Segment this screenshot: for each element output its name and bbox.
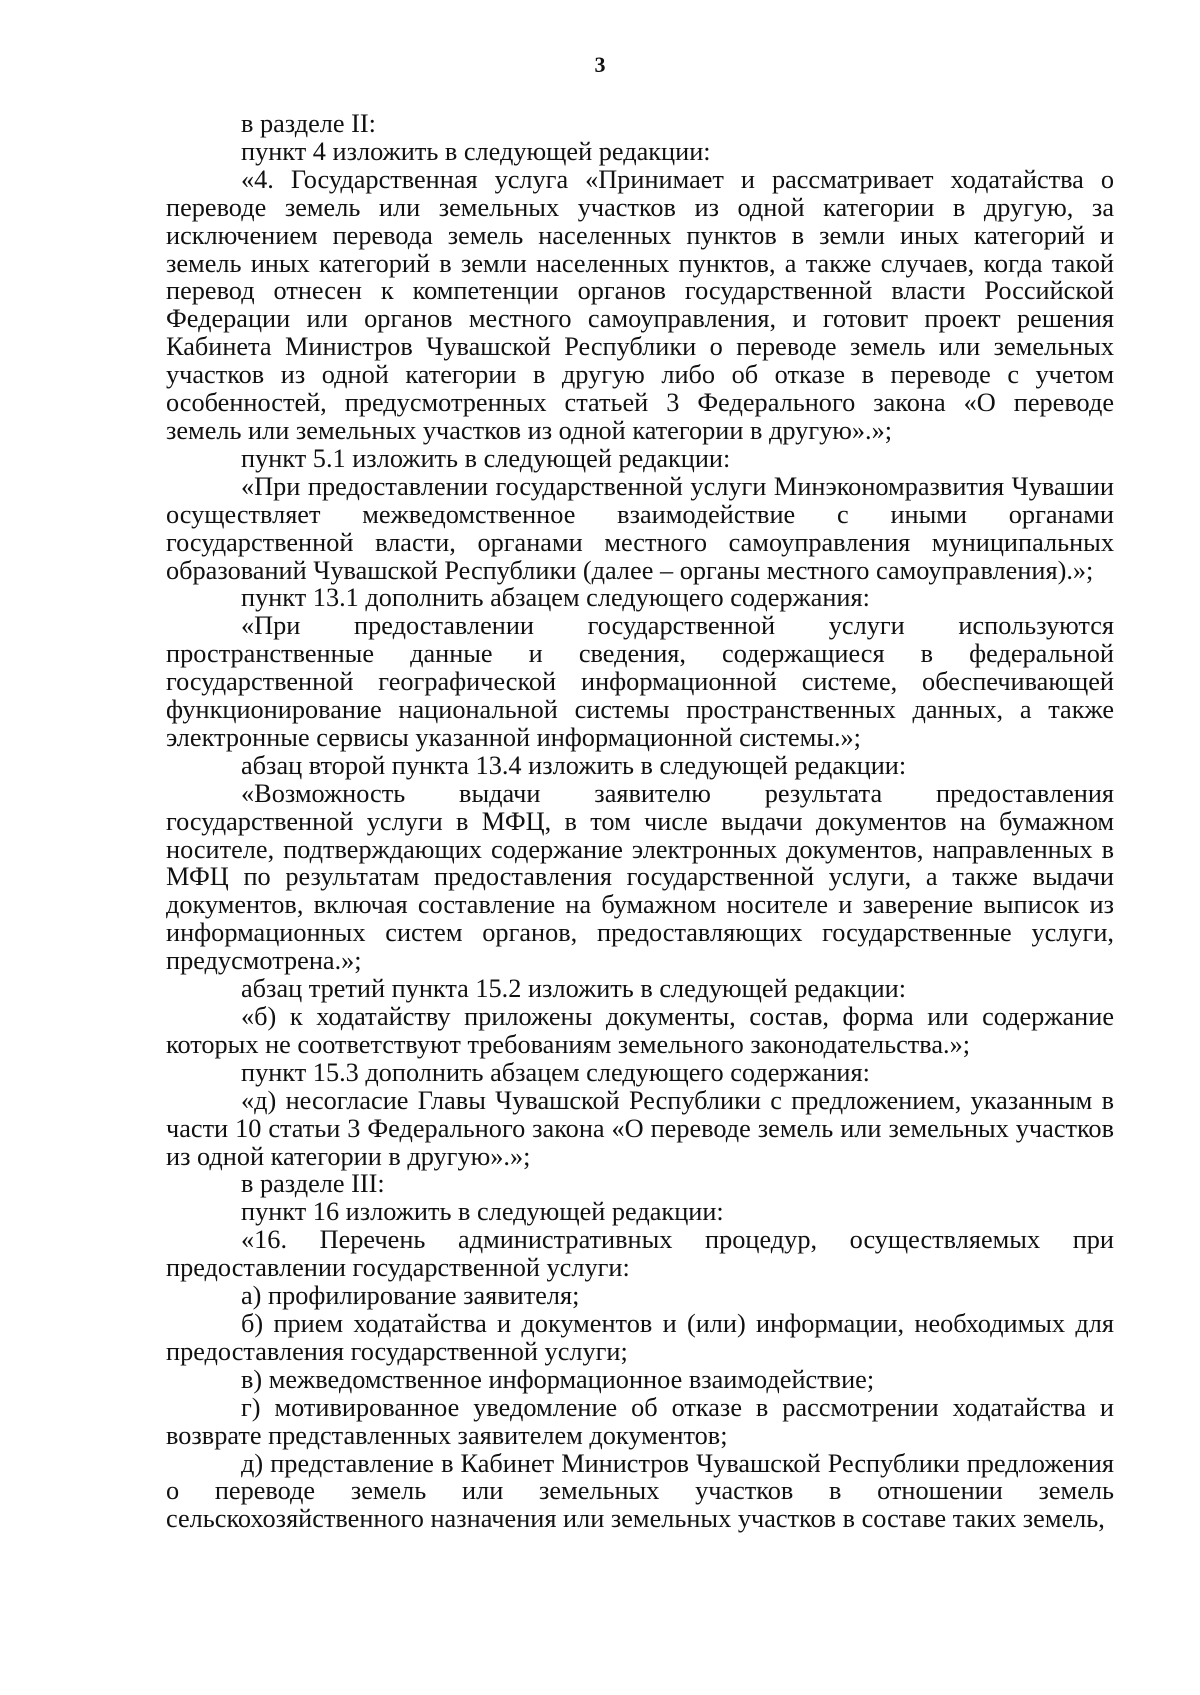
paragraph: абзац третий пункта 15.2 изложить в следующей редакции: — [241, 974, 907, 1004]
paragraph: д) представление в Кабинет Министров Чувашской Республики предложения о переводе земель или земельных участков в отношении земель сельскохозяйственного назначения или земельных участков в составе таких земель, — [166, 1448, 1114, 1534]
paragraph: «д) несогласие Главы Чувашской Республики с предложением, указанным в части 10 статьи 3 Федерального закона «О переводе земель или земельных участков из одной категории в другую».»; — [166, 1085, 1114, 1171]
paragraph: «При предоставлении государственной услуги используются пространственные данные и сведения, содержащиеся в федеральной государственной географической информационной системе, обеспечивающей функционирование национальной системы пространственных данных, а также электронные сервисы указанной информационной системы.»; — [166, 611, 1114, 752]
page-number: 3 — [594, 52, 606, 77]
paragraph: «4. Государственная услуга «Принимает и рассматривает ходатайства о переводе земель или земельных участков из одной категории в другую, за исключением перевода земель населенных пунктов в земли иных категорий и земель иных категорий в земли населенных пунктов, а также случаев, когда такой перевод отнесен к компетенции органов государственной власти Российской Федерации или органов местного самоуправления, и готовит проект решения Кабинета Министров Чувашской Республики о переводе земель или земельных участков из одной категории в другую либо об отказе в переводе с учетом особенностей, предусмотренных статьей 3 Федерального закона «О переводе земель или земельных участков из одной категории в другую».»; — [166, 164, 1114, 445]
paragraph: в разделе III: — [241, 1169, 385, 1199]
paragraph: пункт 15.3 дополнить абзацем следующего содержания: — [241, 1057, 870, 1087]
paragraph: пункт 13.1 дополнить абзацем следующего содержания: — [241, 583, 870, 613]
paragraph: в) межведомственное информационное взаимодействие; — [241, 1364, 875, 1394]
paragraph: «16. Перечень административных процедур, осуществляемых при предоставлении государственной услуги: — [166, 1225, 1114, 1283]
paragraph: «Возможность выдачи заявителю результата предоставления государственной услуги в МФЦ, в том числе выдачи документов на бумажном носителе, подтверждающих содержание электронных документов, направленных в МФЦ по результатам предоставления государственной услуги, а также выдачи документов, включая составление на бумажном носителе и заверение выписок из информационных систем органов, предоставляющих государственные услуги, предусмотрена.»; — [166, 778, 1114, 976]
paragraph: пункт 16 изложить в следующей редакции: — [241, 1197, 724, 1227]
paragraph: г) мотивированное уведомление об отказе в рассмотрении ходатайства и возврате представленных заявителем документов; — [166, 1392, 1114, 1450]
paragraph: абзац второй пункта 13.4 изложить в следующей редакции: — [241, 750, 907, 780]
paragraph: б) прием ходатайства и документов и (или) информации, необходимых для предоставления государственной услуги; — [166, 1308, 1114, 1366]
paragraph: «б) к ходатайству приложены документы, состав, форма или содержание которых не соответствуют требованиям земельного законодательства.»; — [166, 1002, 1114, 1059]
paragraph: «При предоставлении государственной услуги Минэкономразвития Чувашии осуществляет межведомственное взаимодействие с иными органами государственной власти, органами местного самоуправления муниципальных образований Чувашской Республики (далее – органы местного самоуправления).»; — [166, 471, 1114, 585]
paragraph: пункт 5.1 изложить в следующей редакции: — [241, 443, 731, 473]
paragraph: пункт 4 изложить в следующей редакции: — [241, 136, 711, 166]
paragraph: а) профилирование заявителя; — [241, 1281, 580, 1311]
paragraph: в разделе II: — [241, 109, 376, 138]
document-body — [166, 110, 1114, 1533]
